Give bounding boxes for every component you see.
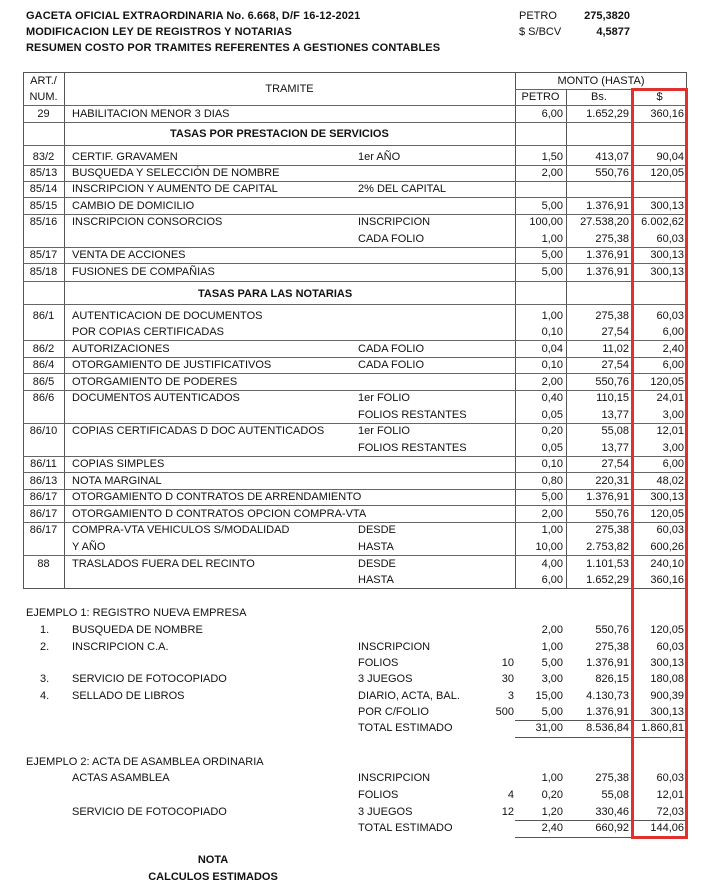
example-row-petro: 5,00 — [541, 706, 563, 718]
example-row-usd: 120,05 — [650, 624, 684, 636]
row-divider — [23, 181, 687, 182]
row-usd: 6.002,62 — [641, 216, 684, 228]
row-detalle: CADA FOLIO — [358, 359, 425, 371]
row-usd: 6,00 — [662, 326, 684, 338]
row-bs: 1.101,53 — [586, 558, 629, 570]
row-petro: 0,80 — [541, 475, 563, 487]
example-row-number: 2. — [40, 641, 50, 653]
row-divider — [23, 390, 687, 391]
row-usd: 12,01 — [656, 425, 684, 437]
row-petro: 0,10 — [541, 458, 563, 470]
example-row-petro: 0,20 — [541, 789, 563, 801]
row-divider — [23, 472, 687, 473]
row-bs: 2.753,82 — [586, 541, 629, 553]
row-detalle: HASTA — [358, 541, 394, 553]
row-usd: 360,16 — [650, 574, 684, 586]
row-bs: 110,15 — [596, 392, 629, 404]
row-art: 86/5 — [32, 376, 55, 388]
example-row-qty: 4 — [507, 789, 514, 801]
gazette-title: GACETA OFICIAL EXTRAORDINARIA No. 6.668, D/F 16-12-2021 — [26, 10, 361, 22]
header-num: NUM. — [29, 91, 58, 103]
row-divider — [23, 263, 687, 264]
row-tramite: COPIAS SIMPLES — [72, 458, 165, 470]
header-usd: $ — [656, 91, 663, 103]
row-bs: 1.376,91 — [586, 249, 629, 261]
nota-subtitle: CALCULOS ESTIMADOS — [148, 871, 278, 883]
row-bs: 220,31 — [595, 475, 629, 487]
example2-title: EJEMPLO 2: ACTA DE ASAMBLEA ORDINARIA — [26, 756, 264, 768]
row-usd: 300,13 — [650, 249, 684, 261]
example-row-qty: 500 — [495, 706, 514, 718]
row-petro: 0,10 — [541, 326, 563, 338]
column-divider — [64, 72, 65, 589]
row-art: 83/2 — [32, 151, 55, 163]
row-bs: 1.376,91 — [586, 200, 629, 212]
row-tramite: OTORGAMIENTO DE JUSTIFICATIVOS — [72, 359, 272, 371]
header-art: ART./ — [30, 75, 57, 87]
row-art: 86/6 — [32, 392, 55, 404]
example-row-number: 3. — [40, 673, 50, 685]
usd-rate-value: 4,5877 — [596, 26, 630, 38]
row-tramite: INSCRIPCION Y AUMENTO DE CAPITAL — [72, 183, 278, 195]
example-row-detalle: 3 JUEGOS — [358, 673, 413, 685]
row-petro: 10,00 — [535, 541, 563, 553]
row-petro: 6,00 — [541, 108, 563, 120]
example-row-bs: 1.376,91 — [586, 706, 629, 718]
example-row-petro: 1,00 — [541, 772, 563, 784]
row-tramite: FUSIONES DE COMPAÑIAS — [72, 266, 215, 278]
row-petro: 0,10 — [541, 359, 563, 371]
row-art: 85/16 — [29, 216, 58, 228]
example-row-bs: 55,08 — [601, 789, 629, 801]
row-tramite: CERTIF. GRAVAMEN — [72, 151, 178, 163]
row-tramite: COPIAS CERTIFICADAS D DOC AUTENTICADOS — [72, 425, 325, 437]
row-bs: 550,76 — [595, 508, 629, 520]
row-petro: 0,05 — [541, 442, 563, 454]
row-petro: 1,00 — [541, 524, 563, 536]
row-tramite: AUTENTICACION DE DOCUMENTOS — [72, 310, 263, 322]
row-detalle: CADA FOLIO — [358, 343, 425, 355]
row-petro: 5,00 — [541, 266, 563, 278]
example-row-tramite: BUSQUEDA DE NOMBRE — [72, 624, 203, 636]
row-divider — [23, 197, 687, 198]
row-petro: 0,04 — [541, 343, 563, 355]
row-bs: 27,54 — [601, 458, 629, 470]
row-petro: 1,00 — [541, 310, 563, 322]
example-row-usd: 300,13 — [650, 706, 684, 718]
row-tramite: BUSQUEDA Y SELECCIÓN DE NOMBRE — [72, 167, 280, 179]
usd-column-highlight — [631, 88, 688, 839]
header-petro: PETRO — [521, 91, 560, 103]
example-row-qty: 10 — [501, 657, 514, 669]
row-art: 86/13 — [29, 475, 58, 487]
row-bs: 275,38 — [595, 310, 629, 322]
row-tramite: POR COPIAS CERTIFICADAS — [72, 326, 224, 338]
example-row-tramite: SELLADO DE LIBROS — [72, 690, 185, 702]
row-petro: 0,40 — [541, 392, 563, 404]
example-row-bs: 4.130,73 — [586, 690, 629, 702]
example-row-tramite: ACTAS ASAMBLEA — [72, 772, 170, 784]
row-bs: 275,38 — [595, 524, 629, 536]
row-art: 29 — [37, 108, 50, 120]
row-usd: 120,05 — [650, 508, 684, 520]
example-row-usd: 12,01 — [656, 789, 684, 801]
row-tramite: OTORGAMIENTO DE PODERES — [72, 376, 238, 388]
usd-rate-label: $ S/BCV — [519, 26, 562, 38]
row-usd: 6,00 — [662, 458, 684, 470]
row-divider — [23, 165, 687, 166]
row-divider — [23, 423, 687, 424]
example-row-bs: 660,92 — [595, 822, 629, 834]
row-art: 86/1 — [32, 310, 55, 322]
example-row-number: 4. — [40, 690, 50, 702]
row-petro: 0,20 — [541, 425, 563, 437]
row-art: 86/17 — [29, 491, 58, 503]
row-art: 85/14 — [29, 183, 58, 195]
row-art: 85/17 — [29, 249, 58, 261]
example-row-petro: 1,20 — [541, 806, 563, 818]
example-row-petro: 2,00 — [541, 624, 563, 636]
example-row-bs: 275,38 — [595, 641, 629, 653]
example-row-usd: 60,03 — [656, 772, 684, 784]
row-art: 86/4 — [32, 359, 55, 371]
row-detalle: FOLIOS RESTANTES — [358, 442, 467, 454]
row-usd: 60,03 — [656, 310, 684, 322]
example-row-petro: 15,00 — [535, 690, 563, 702]
row-divider — [23, 555, 687, 556]
example-row-qty: 12 — [501, 806, 514, 818]
row-tramite: CAMBIO DE DOMICILIO — [72, 200, 195, 212]
example-row-usd: 180,08 — [650, 673, 684, 685]
row-divider — [23, 357, 687, 358]
example-row-bs: 8.536,84 — [586, 722, 629, 734]
row-tramite: TRASLADOS FUERA DEL RECINTO — [72, 558, 255, 570]
row-petro: 1,00 — [541, 233, 563, 245]
example-row-detalle: FOLIOS — [358, 789, 399, 801]
example-row-usd: 144,06 — [650, 822, 684, 834]
example-row-detalle: FOLIOS — [358, 657, 399, 669]
example-row-usd: 300,13 — [650, 657, 684, 669]
example-row-tramite: SERVICIO DE FOTOCOPIADO — [72, 806, 227, 818]
row-divider — [23, 489, 687, 490]
row-usd: 3,00 — [662, 442, 684, 454]
example-row-usd: 72,03 — [656, 806, 684, 818]
row-tramite: Y AÑO — [72, 541, 106, 553]
example-row-detalle: DIARIO, ACTA, BAL. — [358, 690, 460, 702]
row-detalle: 1er AÑO — [358, 151, 401, 163]
row-art: 88 — [37, 558, 50, 570]
example-row-detalle: TOTAL ESTIMADO — [358, 822, 453, 834]
row-bs: 413,07 — [595, 151, 629, 163]
row-art: 86/10 — [29, 425, 58, 437]
example-row-tramite: INSCRIPCION C.A. — [72, 641, 169, 653]
section-divider — [23, 304, 687, 305]
section-divider — [23, 281, 687, 282]
petro-rate-value: 275,3820 — [584, 10, 630, 22]
row-petro: 2,00 — [541, 167, 563, 179]
row-bs: 27,54 — [601, 326, 629, 338]
example-row-qty: 3 — [507, 690, 514, 702]
row-usd: 600,26 — [650, 541, 684, 553]
example-row-detalle: TOTAL ESTIMADO — [358, 722, 453, 734]
row-detalle: FOLIOS RESTANTES — [358, 409, 467, 421]
row-art: 85/15 — [29, 200, 58, 212]
example1-title: EJEMPLO 1: REGISTRO NUEVA EMPRESA — [26, 607, 247, 619]
example-row-qty: 30 — [501, 673, 514, 685]
row-art: 86/2 — [32, 343, 55, 355]
row-usd: 48,02 — [656, 475, 684, 487]
row-usd: 90,04 — [656, 151, 684, 163]
example-row-petro: 2,40 — [541, 822, 563, 834]
section-title-servicios: TASAS POR PRESTACION DE SERVICIOS — [170, 128, 389, 140]
example-row-tramite: SERVICIO DE FOTOCOPIADO — [72, 673, 227, 685]
row-petro: 0,05 — [541, 409, 563, 421]
row-art: 86/11 — [30, 458, 57, 470]
row-detalle: 1er FOLIO — [358, 392, 410, 404]
row-bs: 275,38 — [595, 233, 629, 245]
row-usd: 300,13 — [650, 491, 684, 503]
row-tramite: OTORGAMIENTO D CONTRATOS DE ARRENDAMIENTO — [72, 491, 362, 503]
example-row-petro: 1,00 — [541, 641, 563, 653]
header-monto: MONTO (HASTA) — [557, 75, 645, 87]
section-divider — [23, 122, 687, 123]
header-bs: Bs. — [591, 91, 607, 103]
example-row-usd: 1.860,81 — [641, 722, 684, 734]
row-usd: 300,13 — [650, 200, 684, 212]
row-bs: 550,76 — [595, 376, 629, 388]
row-usd: 60,03 — [656, 524, 684, 536]
section-title-notarias: TASAS PARA LAS NOTARIAS — [198, 288, 353, 300]
example-row-detalle: 3 JUEGOS — [358, 806, 413, 818]
row-usd: 6,00 — [662, 359, 684, 371]
row-usd: 120,05 — [650, 167, 684, 179]
row-usd: 60,03 — [656, 233, 684, 245]
row-tramite: HABILITACION MENOR 3 DIAS — [72, 108, 230, 120]
row-divider — [23, 522, 687, 523]
example-row-bs: 826,15 — [595, 673, 629, 685]
row-bs: 55,08 — [601, 425, 629, 437]
row-bs: 13,77 — [601, 442, 629, 454]
example-row-bs: 275,38 — [595, 772, 629, 784]
row-divider — [23, 340, 687, 341]
row-tramite: COMPRA-VTA VEHICULOS S/MODALIDAD — [72, 524, 290, 536]
row-art: 86/17 — [29, 508, 58, 520]
row-bs: 11,02 — [602, 343, 629, 355]
petro-rate-label: PETRO — [519, 10, 557, 22]
example-row-detalle: INSCRIPCION — [358, 772, 431, 784]
section-divider — [23, 145, 687, 146]
row-detalle: DESDE — [358, 558, 396, 570]
row-bs: 27.538,20 — [580, 216, 629, 228]
row-divider — [23, 456, 687, 457]
header-divider — [23, 105, 687, 106]
summary-title: RESUMEN COSTO POR TRAMITES REFERENTES A GESTIONES CONTABLES — [26, 42, 441, 54]
row-divider — [23, 373, 687, 374]
row-tramite: OTORGAMIENTO D CONTRATOS OPCION COMPRA-VTA — [72, 508, 367, 520]
row-usd: 240,10 — [650, 558, 684, 570]
example-row-bs: 1.376,91 — [586, 657, 629, 669]
row-tramite: DOCUMENTOS AUTENTICADOS — [72, 392, 240, 404]
example-row-petro: 3,00 — [541, 673, 563, 685]
row-art: 85/18 — [29, 266, 58, 278]
row-art: 85/13 — [29, 167, 58, 179]
nota-title: NOTA — [197, 854, 229, 866]
row-divider — [23, 214, 687, 215]
row-petro: 1,50 — [541, 151, 563, 163]
row-detalle: 1er FOLIO — [358, 425, 410, 437]
row-petro: 5,00 — [541, 491, 563, 503]
row-usd: 300,13 — [650, 266, 684, 278]
row-tramite: AUTORIZACIONES — [72, 343, 170, 355]
row-divider — [23, 247, 687, 248]
row-petro: 6,00 — [541, 574, 563, 586]
example-row-bs: 550,76 — [595, 624, 629, 636]
example-row-usd: 900,39 — [650, 690, 684, 702]
header-tramite: TRAMITE — [265, 83, 314, 95]
row-petro: 100,00 — [529, 216, 563, 228]
law-title: MODIFICACION LEY DE REGISTROS Y NOTARIAS — [26, 26, 292, 38]
row-detalle: HASTA — [358, 574, 394, 586]
row-tramite: NOTA MARGINAL — [72, 475, 162, 487]
row-bs: 550,76 — [595, 167, 629, 179]
example-row-number: 1. — [40, 624, 50, 636]
example-row-petro: 5,00 — [541, 657, 563, 669]
row-petro: 2,00 — [541, 508, 563, 520]
row-usd: 360,16 — [650, 108, 684, 120]
row-tramite: VENTA DE ACCIONES — [72, 249, 186, 261]
row-petro: 5,00 — [541, 249, 563, 261]
row-bs: 1.652,29 — [586, 574, 629, 586]
row-petro: 4,00 — [541, 558, 563, 570]
example-row-usd: 60,03 — [656, 641, 684, 653]
example-row-bs: 330,46 — [595, 806, 629, 818]
row-divider — [23, 505, 687, 506]
row-bs: 13,77 — [601, 409, 629, 421]
example-row-petro: 31,00 — [535, 722, 563, 734]
row-bs: 27,54 — [601, 359, 629, 371]
row-bs: 1.376,91 — [586, 491, 629, 503]
row-detalle: INSCRIPCION — [358, 216, 431, 228]
row-usd: 24,01 — [656, 392, 684, 404]
row-detalle: 2% DEL CAPITAL — [358, 183, 447, 195]
example-row-detalle: POR C/FOLIO — [358, 706, 429, 718]
row-usd: 120,05 — [650, 376, 684, 388]
row-usd: 2,40 — [662, 343, 684, 355]
row-usd: 3,00 — [662, 409, 684, 421]
row-bs: 1.652,29 — [586, 108, 629, 120]
row-petro: 5,00 — [541, 200, 563, 212]
row-petro: 2,00 — [541, 376, 563, 388]
row-tramite: INSCRIPCION CONSORCIOS — [72, 216, 223, 228]
row-detalle: DESDE — [358, 524, 396, 536]
row-detalle: CADA FOLIO — [358, 233, 425, 245]
row-bs: 1.376,91 — [586, 266, 629, 278]
example-row-detalle: INSCRIPCION — [358, 641, 431, 653]
row-art: 86/17 — [29, 524, 58, 536]
